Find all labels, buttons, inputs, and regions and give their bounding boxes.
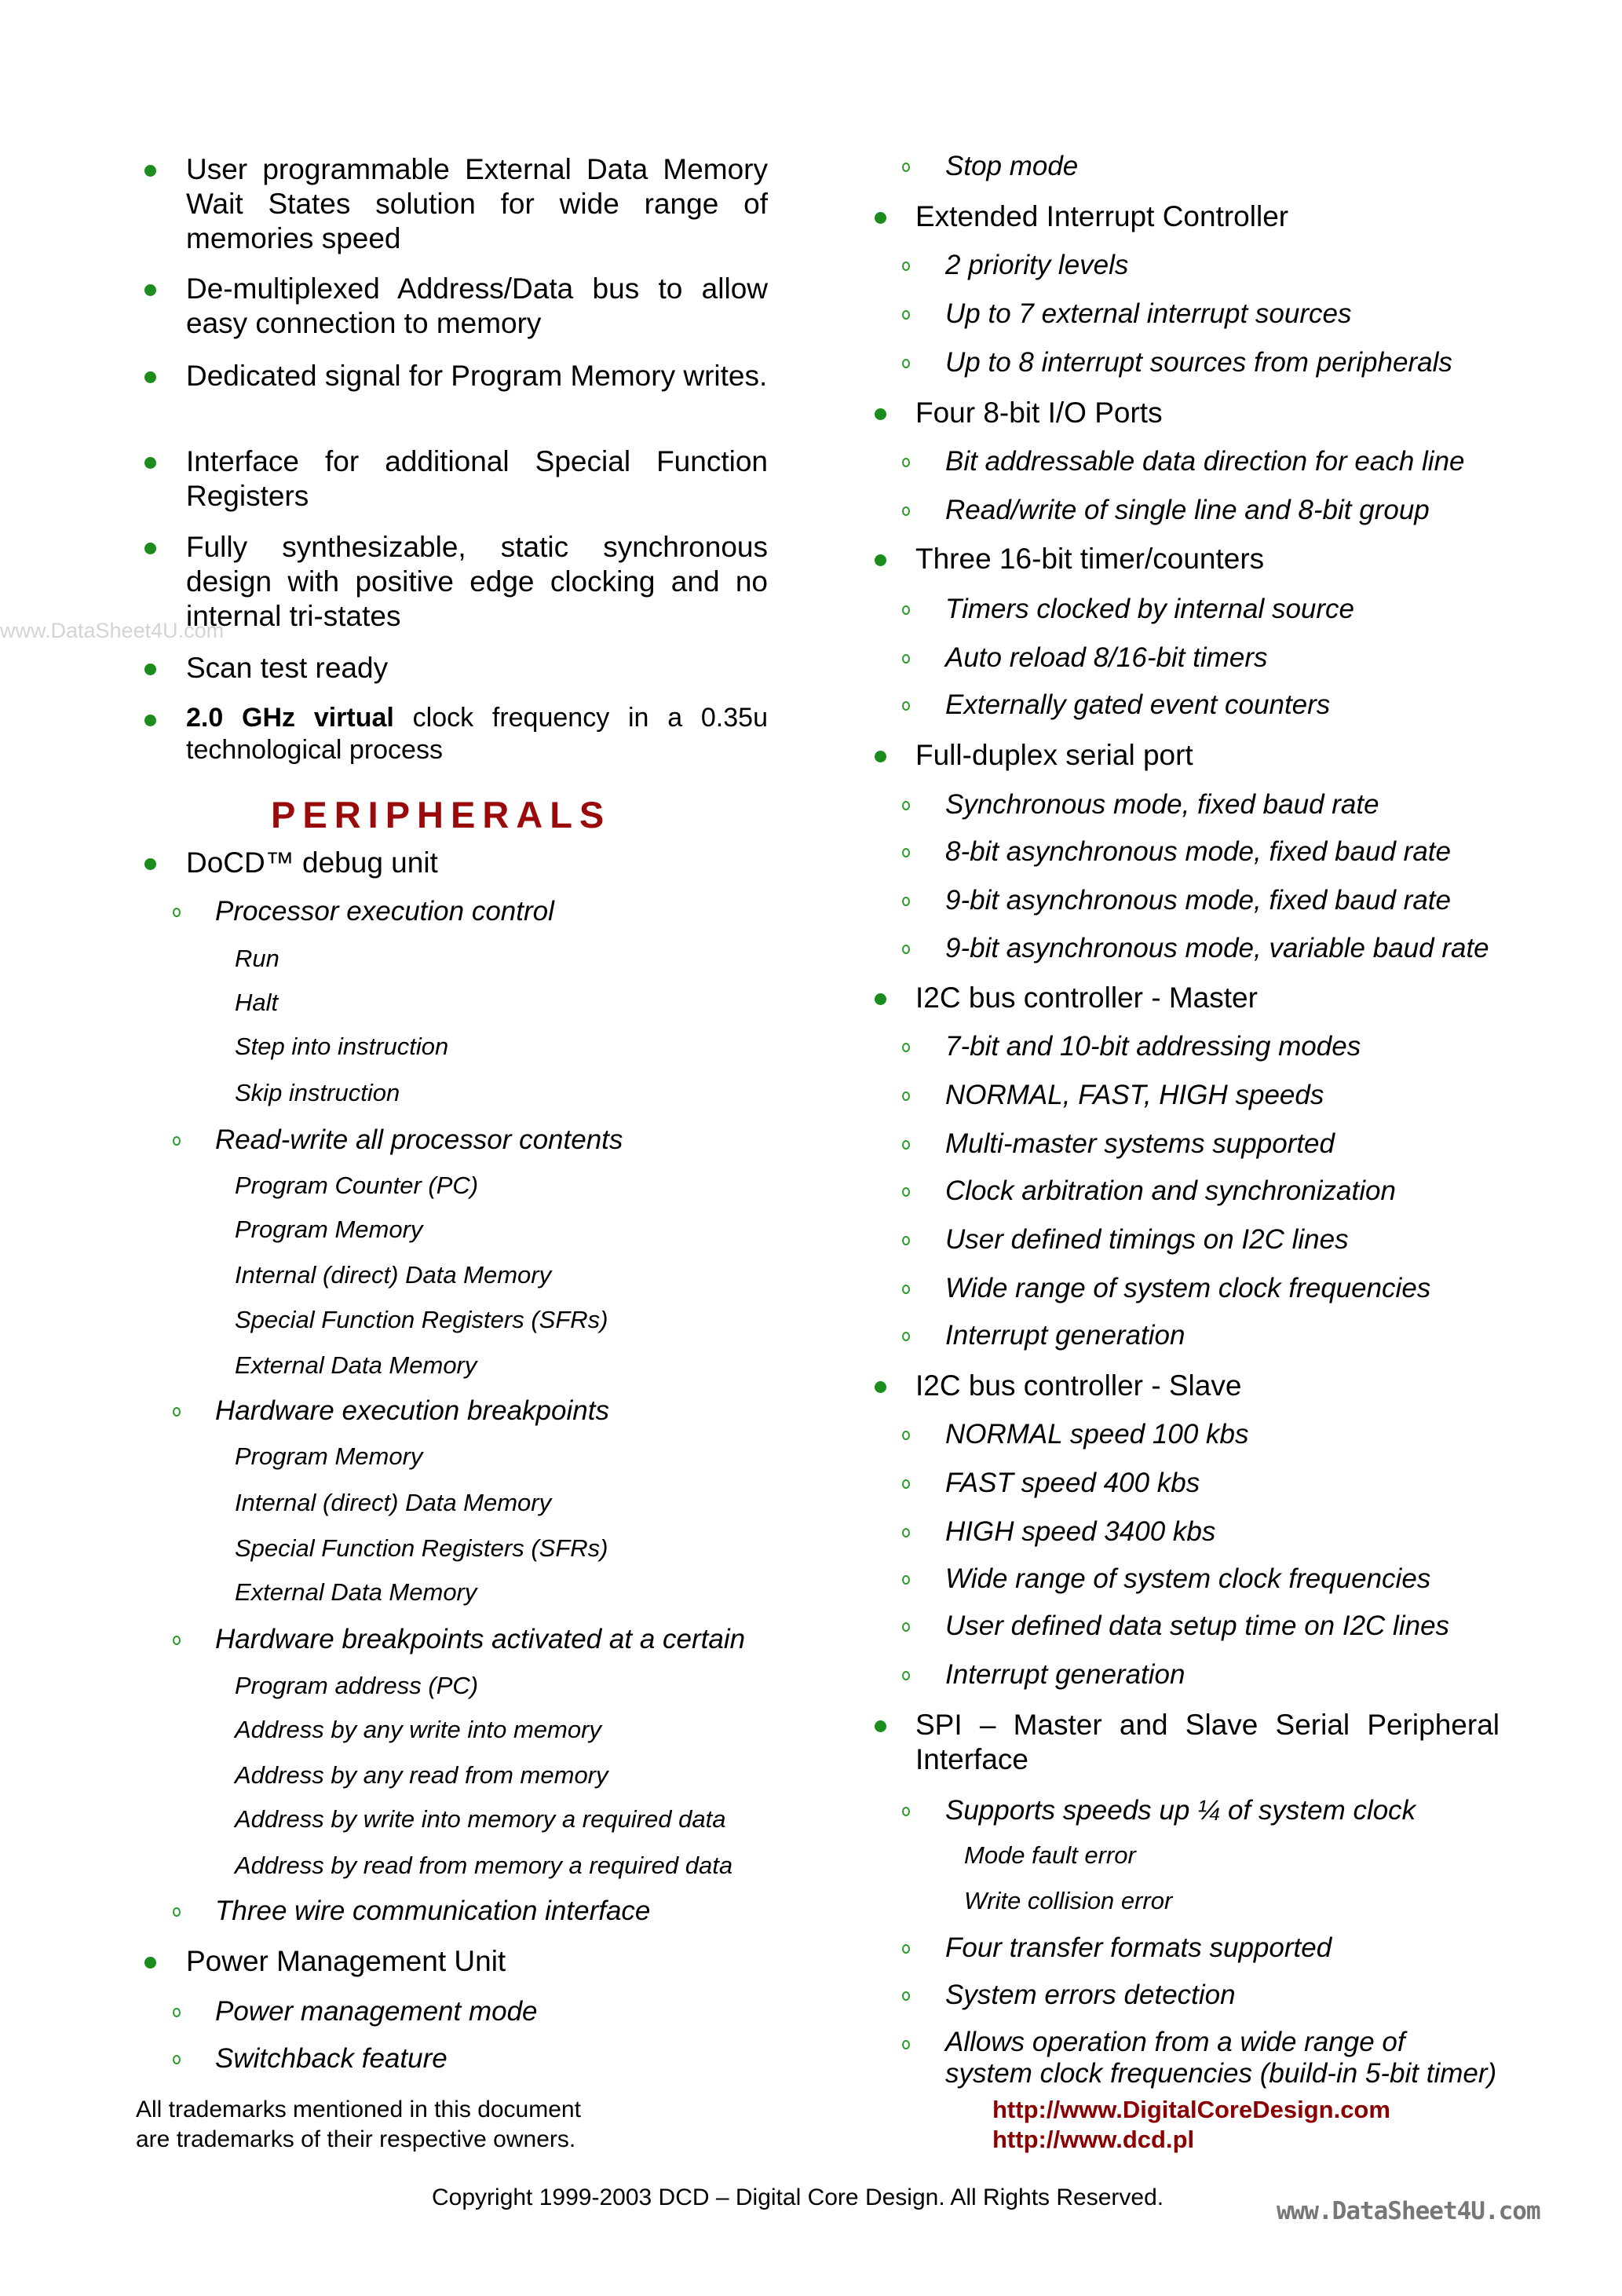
feature-item [186,702,768,766]
feature-item: I2C bus controller - Master [915,982,1258,1015]
bullet-circle-icon [902,2040,910,2049]
bullet-circle-icon [902,261,910,271]
bullet-circle-icon [902,1944,910,1954]
bullet-circle-icon [173,2055,181,2064]
bullet-circle-icon [902,458,910,467]
feature-subitem: Read/write of single line and 8-bit group [945,494,1430,525]
bullet-dot-icon [875,1720,886,1732]
watermark-side: www.DataSheet4U.com [0,619,225,642]
feature-item: Three 16-bit timer/counters [915,542,1265,575]
bullet-circle-icon [173,1407,181,1417]
feature-item: Scan test ready [186,651,389,684]
bullet-circle-icon [902,359,910,368]
feature-detail: Address by any write into memory [235,1715,601,1743]
feature-text: clock frequency in a 0.35u technological process [186,703,768,766]
bullet-circle-icon [902,801,910,810]
feature-detail: External Data Memory [235,1351,477,1380]
feature-subitem: Clock arbitration and synchronization [945,1175,1396,1207]
bullet-dot-icon [144,371,156,383]
bullet-circle-icon [902,654,910,664]
feature-subitem: Up to 7 external interrupt sources [945,298,1352,329]
feature-item: SPI – Master and Slave Serial Peripheral Interface [915,1709,1500,1776]
feature-detail: Mode fault error [964,1841,1136,1869]
bullet-dot-icon [144,1957,156,1969]
feature-item: Extended Interrupt Controller [915,200,1289,233]
feature-subitem: Bit addressable data direction for each line [945,445,1465,477]
feature-detail: Halt [235,989,279,1017]
feature-item: DoCD™ debug unit [186,846,438,879]
feature-detail: Address by write into memory a required data [235,1805,726,1834]
feature-subitem: System errors detection [945,1979,1236,2010]
trademark-line: are trademarks of their respective owners. [136,2126,576,2152]
bullet-circle-icon [902,1140,910,1150]
bullet-circle-icon [902,506,910,516]
feature-subitem: 9-bit asynchronous mode, variable baud rate [945,932,1489,963]
bullet-circle-icon [902,1528,910,1537]
feature-highlight: 2.0 GHz virtual [186,703,394,733]
feature-subitem: Multi-master systems supported [945,1128,1335,1160]
feature-subitem: Up to 8 interrupt sources from peripherals [945,346,1452,378]
feature-item: Full-duplex serial port [915,738,1193,771]
feature-detail: Address by read from memory a required data [235,1851,733,1879]
bullet-dot-icon [144,284,156,296]
feature-detail: Run [235,944,279,972]
bullet-dot-icon [144,457,156,469]
feature-detail: Program address (PC) [235,1671,479,1699]
bullet-dot-icon [144,715,156,726]
bullet-circle-icon [902,1091,910,1101]
feature-detail: Special Function Registers (SFRs) [235,1305,608,1333]
bullet-dot-icon [875,993,886,1005]
feature-item: Interface for additional Special Function Registers [186,444,768,512]
bullet-circle-icon [173,1907,181,1917]
bullet-dot-icon [875,408,886,420]
copyright-footer: Copyright 1999-2003 DCD – Digital Core Design. All Rights Reserved. [432,2184,1164,2210]
bullet-circle-icon [173,2008,181,2017]
feature-subitem: Interrupt generation [945,1659,1185,1691]
bullet-dot-icon [875,212,886,224]
feature-item: Dedicated signal for Program Memory writes. [186,359,768,392]
bullet-circle-icon [902,1622,910,1632]
feature-detail: Internal (direct) Data Memory [235,1261,552,1289]
website-links [992,2095,1390,2155]
bullet-dot-icon [144,664,156,675]
bullet-circle-icon [902,1575,910,1585]
feature-subitem: Hardware execution breakpoints [215,1395,609,1427]
feature-item: Fully synthesizable, static synchronous design with positive edge clocking and no internal tri-states [186,530,768,632]
feature-item: User programmable External Data Memory Wait States solution for wide range of memories speed [186,152,768,254]
feature-subitem: Power management mode [215,1995,538,2027]
link-dcd-pl[interactable]: http://www.dcd.pl [992,2126,1195,2153]
feature-subitem: Externally gated event counters [945,689,1331,720]
feature-subitem: 7-bit and 10-bit addressing modes [945,1031,1361,1062]
bullet-circle-icon [902,1807,910,1816]
bullet-circle-icon [902,1043,910,1052]
bullet-dot-icon [875,751,886,762]
bullet-circle-icon [902,1671,910,1680]
feature-subitem: Stop mode [945,151,1079,182]
feature-subitem: Supports speeds up ¼ of system clock [945,1795,1416,1826]
feature-subitem: Wide range of system clock frequencies [945,1273,1431,1304]
bullet-circle-icon [902,1479,910,1489]
bullet-circle-icon [902,1991,910,2001]
bullet-circle-icon [902,1187,910,1197]
feature-item: De-multiplexed Address/Data bus to allow easy connection to memory [186,272,768,340]
feature-detail: Special Function Registers (SFRs) [235,1534,608,1562]
feature-subitem: Timers clocked by internal source [945,593,1355,624]
feature-subitem: Hardware breakpoints activated at a certain [215,1624,746,1655]
trademark-line: All trademarks mentioned in this document [136,2097,581,2122]
bullet-circle-icon [902,1236,910,1245]
bullet-circle-icon [902,1332,910,1341]
feature-subitem: 2 priority levels [945,250,1129,281]
link-digitalcoredesign[interactable]: http://www.DigitalCoreDesign.com [992,2096,1390,2123]
bullet-circle-icon [902,163,910,172]
trademark-notice [136,2095,581,2155]
feature-detail: Program Memory [235,1442,423,1471]
feature-subitem: User defined data setup time on I2C lines [945,1610,1450,1642]
feature-subitem: User defined timings on I2C lines [945,1224,1349,1256]
feature-subitem: Processor execution control [215,895,554,927]
feature-subitem: FAST speed 400 kbs [945,1468,1200,1499]
feature-subitem: HIGH speed 3400 kbs [945,1516,1216,1548]
bullet-circle-icon [902,1285,910,1294]
bullet-circle-icon [173,1136,181,1146]
feature-detail: Skip instruction [235,1078,400,1106]
bullet-circle-icon [902,897,910,906]
feature-detail: Step into instruction [235,1033,449,1061]
feature-item: Power Management Unit [186,1944,506,1977]
feature-detail: External Data Memory [235,1578,477,1607]
bullet-circle-icon [902,848,910,857]
bullet-dot-icon [875,1381,886,1393]
feature-item: Four 8-bit I/O Ports [915,396,1163,429]
feature-subitem: Three wire communication interface [215,1895,651,1926]
bullet-dot-icon [875,554,886,566]
bullet-dot-icon [144,858,156,870]
feature-subitem: Read-write all processor contents [215,1124,623,1155]
feature-detail: Write collision error [964,1886,1173,1914]
bullet-circle-icon [902,701,910,711]
bullet-circle-icon [173,908,181,917]
feature-subitem: Switchback feature [215,2042,448,2074]
feature-subitem: Auto reload 8/16-bit timers [945,642,1268,673]
feature-subitem: Four transfer formats supported [945,1932,1332,1963]
feature-subitem: NORMAL speed 100 kbs [945,1419,1249,1450]
bullet-circle-icon [902,1431,910,1440]
bullet-dot-icon [144,543,156,554]
feature-subitem: Interrupt generation [945,1320,1185,1351]
bullet-circle-icon [902,945,910,954]
feature-detail: Internal (direct) Data Memory [235,1488,552,1516]
watermark-footer: www.DataSheet4U.com [1277,2197,1540,2225]
feature-subitem: 8-bit asynchronous mode, fixed baud rate [945,836,1451,868]
feature-detail: Address by any read from memory [235,1761,608,1790]
feature-subitem: Synchronous mode, fixed baud rate [945,789,1379,821]
feature-subitem: 9-bit asynchronous mode, fixed baud rate [945,885,1451,916]
bullet-circle-icon [902,605,910,615]
feature-detail: Program Counter (PC) [235,1171,479,1199]
feature-detail: Program Memory [235,1216,423,1244]
section-heading-peripherals: PERIPHERALS [271,794,612,835]
bullet-circle-icon [173,1636,181,1645]
feature-subitem: Allows operation from a wide range of system clock frequencies (build-in 5-bit timer) [945,2026,1497,2089]
feature-subitem: NORMAL, FAST, HIGH speeds [945,1080,1324,1111]
feature-subitem: Wide range of system clock frequencies [945,1563,1431,1595]
bullet-circle-icon [902,310,910,320]
feature-item: I2C bus controller - Slave [915,1369,1242,1402]
bullet-dot-icon [144,165,156,177]
